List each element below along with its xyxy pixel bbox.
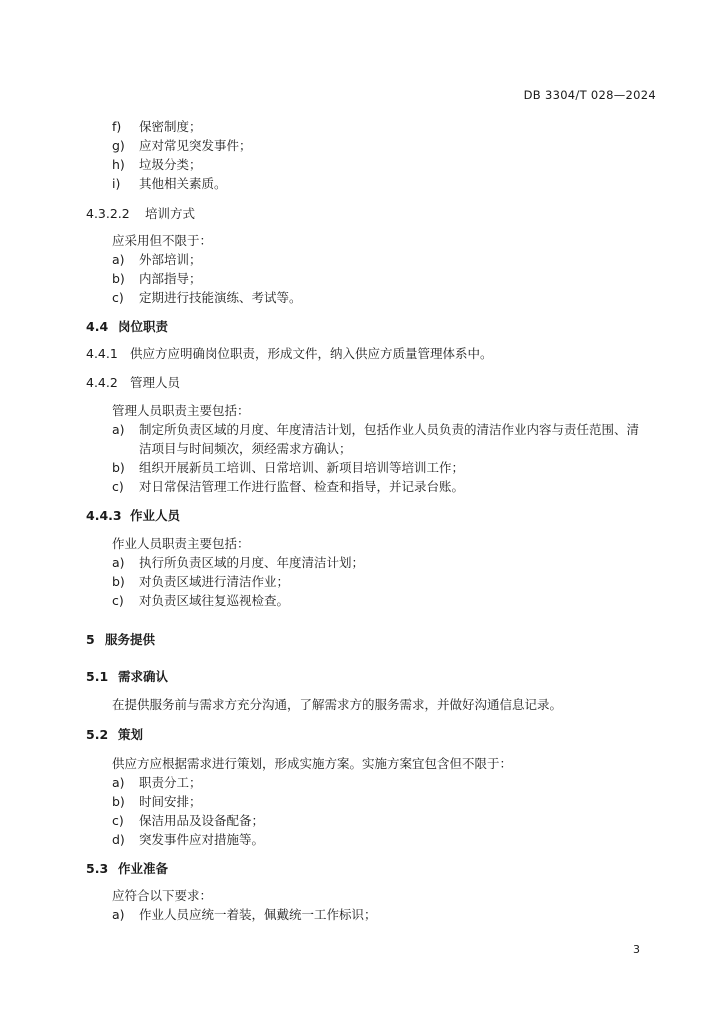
paragraph: 供应方应根据需求进行策划，形成实施方案。实施方案宜包含但不限于： bbox=[112, 756, 513, 771]
list-item: b) 组织开展新员工培训、日常培训、新项目培训等培训工作； bbox=[112, 460, 465, 475]
paragraph: 作业人员职责主要包括： bbox=[112, 536, 250, 551]
list-item: f) 保密制度； bbox=[112, 119, 202, 134]
list-item: g) 应对常见突发事件； bbox=[112, 138, 252, 153]
list-item: a) 外部培训； bbox=[112, 252, 202, 267]
list-item: a) 作业人员应统一着装，佩戴统一工作标识； bbox=[112, 907, 377, 922]
paragraph: 应采用但不限于： bbox=[112, 233, 213, 248]
list-item: b) 对负责区域进行清洁作业； bbox=[112, 574, 290, 589]
list-item: i) 其他相关素质。 bbox=[112, 176, 227, 191]
list-item: a) 执行所负责区域的月度、年度清洁计划； bbox=[112, 555, 365, 570]
section-heading-5-1: 5.1 需求确认 bbox=[86, 669, 169, 684]
section-heading-5: 5 服务提供 bbox=[86, 632, 156, 647]
list-item: b) 内部指导； bbox=[112, 271, 202, 286]
list-item: a) 制定所负责区域的月度、年度清洁计划，包括作业人员负责的清洁作业内容与责任范围、清 bbox=[112, 422, 640, 437]
list-item-continuation: 洁项目与时间频次，须经需求方确认； bbox=[139, 441, 352, 456]
list-item: a) 职责分工； bbox=[112, 775, 202, 790]
list-item: c) 保洁用品及设备配备； bbox=[112, 813, 265, 828]
section-heading-5-2: 5.2 策划 bbox=[86, 727, 144, 742]
list-item: h) 垃圾分类； bbox=[112, 157, 202, 172]
section-heading-4-3-2-2: 4.3.2.2 培训方式 bbox=[86, 206, 196, 221]
list-item: b) 时间安排； bbox=[112, 794, 202, 809]
document-id-header: DB 3304/T 028—2024 bbox=[523, 88, 656, 102]
section-heading-4-4: 4.4 岗位职责 bbox=[86, 319, 169, 334]
paragraph: 在提供服务前与需求方充分沟通，了解需求方的服务需求，并做好沟通信息记录。 bbox=[112, 697, 563, 712]
section-heading-5-3: 5.3 作业准备 bbox=[86, 861, 169, 876]
section-heading-4-4-3: 4.4.3 作业人员 bbox=[86, 508, 181, 523]
list-item: d) 突发事件应对措施等。 bbox=[112, 832, 265, 847]
paragraph-4-4-1: 4.4.1 供应方应明确岗位职责，形成文件，纳入供应方质量管理体系中。 bbox=[86, 346, 493, 361]
page-number: 3 bbox=[633, 943, 640, 956]
list-item: c) 对负责区域往复巡视检查。 bbox=[112, 593, 290, 608]
paragraph: 应符合以下要求： bbox=[112, 888, 213, 903]
list-item: c) 定期进行技能演练、考试等。 bbox=[112, 290, 302, 305]
list-item: c) 对日常保洁管理工作进行监督、检查和指导，并记录台账。 bbox=[112, 479, 465, 494]
section-heading-4-4-2: 4.4.2 管理人员 bbox=[86, 375, 181, 390]
paragraph: 管理人员职责主要包括： bbox=[112, 403, 250, 418]
